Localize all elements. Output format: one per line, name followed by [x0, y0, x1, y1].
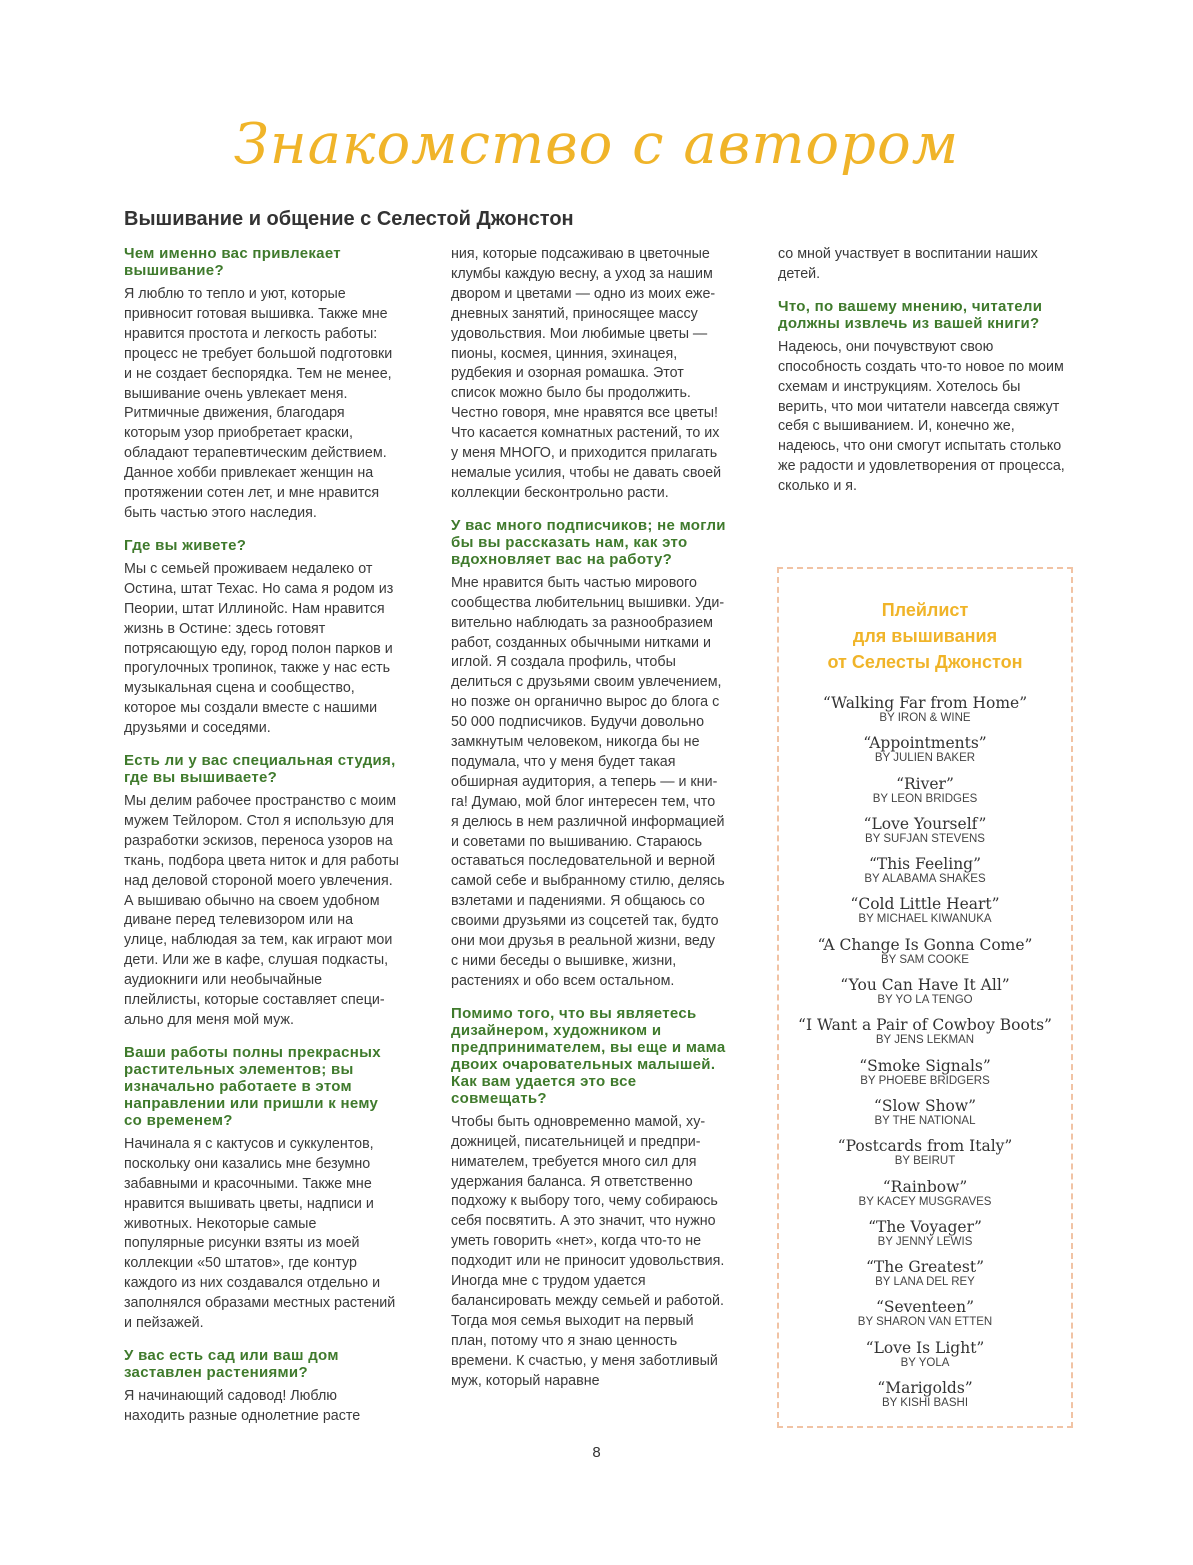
question-heading: Чем именно вас привлекает вышивание? [124, 245, 341, 279]
song-artist: BY JENNY LEWIS [877, 1235, 973, 1248]
page-title: Знакомство с автором [233, 112, 960, 177]
playlist-song [779, 1218, 1071, 1258]
song-title: “A Change Is Gonna Come” [817, 935, 1033, 954]
playlist-songs [779, 694, 1071, 1419]
song-artist: BY PHOEBE BRIDGERS [860, 1074, 990, 1087]
answer-paragraph: Начинала я с кактусов и суккулентов, поскольку они казались мне безумно забавными и красочными. Также мне нравится вышивать цветы, надписи и животных. Некоторые самые популярные рисунки взяты из моей коллекции «50 штатов», где контур каждого из них создавался отдельно и заполнялся образами местных растений и пейзажей. [124, 1135, 396, 1332]
question-heading: У вас много подписчиков; не могли бы вы рассказать нам, как это вдохновляет вас на работу? [451, 516, 726, 568]
question-heading: Где вы живете? [124, 536, 247, 554]
playlist-title-line: Плейлист [881, 600, 969, 620]
song-artist: BY SAM COOKE [881, 953, 969, 966]
answer-paragraph: со мной участвует в воспитании наших детей. [778, 246, 1038, 282]
playlist-title [779, 597, 1071, 675]
playlist-song [779, 1137, 1071, 1177]
answer-paragraph: ния, которые подсаживаю в цветочные клумбы каждую весну, а уход за нашим двором и цветами — одно из моих ежедневных занятий, приносящее массу удовольствия. Мои любимые цветы — пионы, космея, цинния, эхинацея, рудбекия и озорная ромашка. Этот список можно было бы продолжить. Честно говоря, мне нравятся все цветы! Что касается комнатных растений, то их у меня МНОГО, и приходится прилагать немалые усилия, чтобы не давать своей коллекции бесконтрольно расти. [451, 246, 722, 501]
song-artist: BY BEIRUT [894, 1155, 956, 1168]
song-artist: BY LEON BRIDGES [872, 792, 978, 805]
article-subtitle: Вышивание и общение с Селестой Джонстон [124, 208, 574, 230]
column-1 [124, 245, 399, 1440]
song-title: “This Feeling” [868, 855, 982, 874]
playlist-song [779, 1258, 1071, 1298]
answer-paragraph: Я начинающий садовод! Люблю находить разные однолетние расте [124, 1387, 361, 1424]
song-artist: BY KISHI BASHI [881, 1397, 969, 1410]
song-artist: BY JULIEN BAKER [874, 752, 976, 765]
song-title: “Marigolds” [877, 1379, 973, 1398]
question-heading: У вас есть сад или ваш дом заставлен растениями? [124, 1346, 339, 1381]
song-artist: BY IRON & WINE [879, 712, 971, 724]
playlist-song [779, 895, 1071, 935]
playlist-song [779, 694, 1071, 734]
answer-paragraph: Мы делим рабочее пространство с моим мужем Тейлором. Стол я использую для разработки эскизов, переноса узоров на ткань, подбора цвета ниток и для работы над деловой стороной моего увлечения. А вышиваю обычно на своем удобном диване перед телевизором или на улице, наблюдая за тем, как играют мои дети. Или же в кафе, слушая подкасты, аудиокниги или необычайные плейлисты, которые составляет специально для меня мой муж. [124, 793, 399, 1028]
song-artist: BY KACEY MUSGRAVES [858, 1195, 992, 1208]
song-title: “Cold Little Heart” [850, 895, 1000, 914]
playlist-song [779, 1057, 1071, 1097]
song-artist: BY YOLA [900, 1356, 950, 1369]
question-heading: Помимо того, что вы являетесь дизайнером, художником и предпринимателем, вы еще и мама двоих очаровательных малышей. Как вам удается это все совмещать? [451, 1004, 726, 1107]
song-title: “I Want a Pair of Cowboy Boots” [798, 1016, 1052, 1035]
playlist-song [779, 855, 1071, 895]
answer-paragraph: Чтобы быть одновременно мамой, художницей, писательницей и предпринимателем, требуется много сил для удержания баланса. Я ответственно подхожу к выбору того, чему собираюсь себя посвятить. А это значит, что нужно уметь говорить «нет», когда что-то не подходит или не приносит удовольствия. Иногда мне с трудом удается балансировать между семьей и работой. Тогда моя семья выходит на первый план, потому что я знаю ценность времени. К счастью, у меня заботливый муж, который наравне [451, 1113, 725, 1389]
song-artist: BY SUFJAN STEVENS [865, 832, 985, 845]
answer-paragraph: Я люблю то тепло и уют, которые привносит готовая вышивка. Также мне нравится простота и легкость работы: процесс не требует большой подготовки и не создает беспорядка. Тем не менее, вышивание очень увлекает меня. Ритмичные движения, благодаря которым узор приобретает краски, обладают терапевтическим действием. Данное хобби привлекает женщин на протяжении сотен лет, и мне нравится быть частью этого наследия. [124, 286, 393, 521]
answer-paragraph: Надеюсь, они почувствуют свою способность создать что-то новое по моим схемам и инструкциям. Хотелось бы верить, что мои читатели навсегда свяжут себя с вышиванием. И, конечно же, надеюсь, что они смогут испытать столько же радости и удовлетворения от процесса, сколько и я. [778, 338, 1065, 495]
column-3 [778, 245, 1073, 510]
playlist-song [779, 1379, 1071, 1419]
song-title: “You Can Have It All” [840, 976, 1010, 995]
playlist-song [779, 1016, 1071, 1056]
playlist-title-line: от Селесты Джонстон [827, 652, 1023, 672]
song-title: “Rainbow” [882, 1177, 968, 1196]
song-title: “Slow Show” [873, 1096, 977, 1115]
playlist-song [779, 1339, 1071, 1379]
song-artist: BY ALABAMA SHAKES [864, 873, 986, 886]
playlist-song [779, 936, 1071, 976]
question-heading: Что, по вашему мнению, читатели должны извлечь из вашей книги? [778, 297, 1043, 332]
song-artist: BY SHARON VAN ETTEN [857, 1316, 993, 1329]
song-title: “The Voyager” [868, 1217, 982, 1236]
question-heading: Ваши работы полны прекрасных растительных элементов; вы изначально работаете в этом направлении или пришли к нему со временем? [124, 1043, 381, 1129]
song-artist: BY LANA DEL REY [875, 1276, 975, 1289]
column-2 [451, 245, 726, 1405]
playlist-song [779, 1178, 1071, 1218]
song-title: “Walking Far from Home” [822, 694, 1028, 712]
playlist-title-line: для вышивания [852, 626, 998, 646]
song-artist: BY YO LA TENGO [877, 994, 973, 1007]
answer-paragraph: Мне нравится быть частью мирового сообщества любительниц вышивки. Удивительно наблюдать за разнообразием работ, созданных обычными нитками и иглой. Я создала профиль, чтобы делиться с друзьями своим увлечением, но позже он органично вырос до блога с 50 000 подписчиков. Будучи довольно замкнутым человеком, никогда бы не подумала, что у меня будет такая обширная аудитория, а теперь — и книга! Думаю, мой блог интересен тем, что я делюсь в нем различной информацией и советами по вышиванию. Стараюсь оставаться последовательной и верной самой себе и выбранному стилю, делясь взлетами и падениями. Я общаюсь со своими друзьями из соцсетей так, будто они мои друзья в реальной жизни, веду с ними беседы о вышивке, жизни, растениях и обо всем остальном. [451, 574, 725, 989]
playlist-song [779, 815, 1071, 855]
playlist-song [779, 1097, 1071, 1137]
playlist-song [779, 976, 1071, 1016]
playlist-song [779, 1298, 1071, 1338]
song-artist: BY THE NATIONAL [874, 1114, 976, 1127]
song-title: “River” [896, 774, 954, 793]
song-title: “The Greatest” [865, 1258, 985, 1277]
playlist-box [777, 567, 1073, 1428]
page-number: 8 [592, 1444, 601, 1461]
song-title: “Love Yourself” [863, 814, 987, 833]
playlist-song [779, 734, 1071, 774]
song-title: “Seventeen” [875, 1298, 975, 1317]
song-title: “Postcards from Italy” [837, 1137, 1013, 1156]
song-title: “Love Is Light” [865, 1338, 985, 1357]
song-artist: BY MICHAEL KIWANUKA [858, 913, 992, 926]
question-heading: Есть ли у вас специальная студия, где вы вышиваете? [124, 752, 396, 787]
song-title: “Appointments” [863, 734, 987, 753]
song-artist: BY JENS LEKMAN [875, 1034, 975, 1047]
playlist-song [779, 775, 1071, 815]
song-title: “Smoke Signals” [859, 1056, 991, 1075]
answer-paragraph: Мы с семьей проживаем недалеко от Остина, штат Техас. Но сама я родом из Пеории, штат Иллинойс. Нам нравится жизнь в Остине: здесь готовят потрясающую еду, город полон парков и прогулочных тропинок, также у нас есть музыкальная сцена и сообщество, которое мы создали вместе с нашими друзьями и соседями. [124, 560, 394, 737]
